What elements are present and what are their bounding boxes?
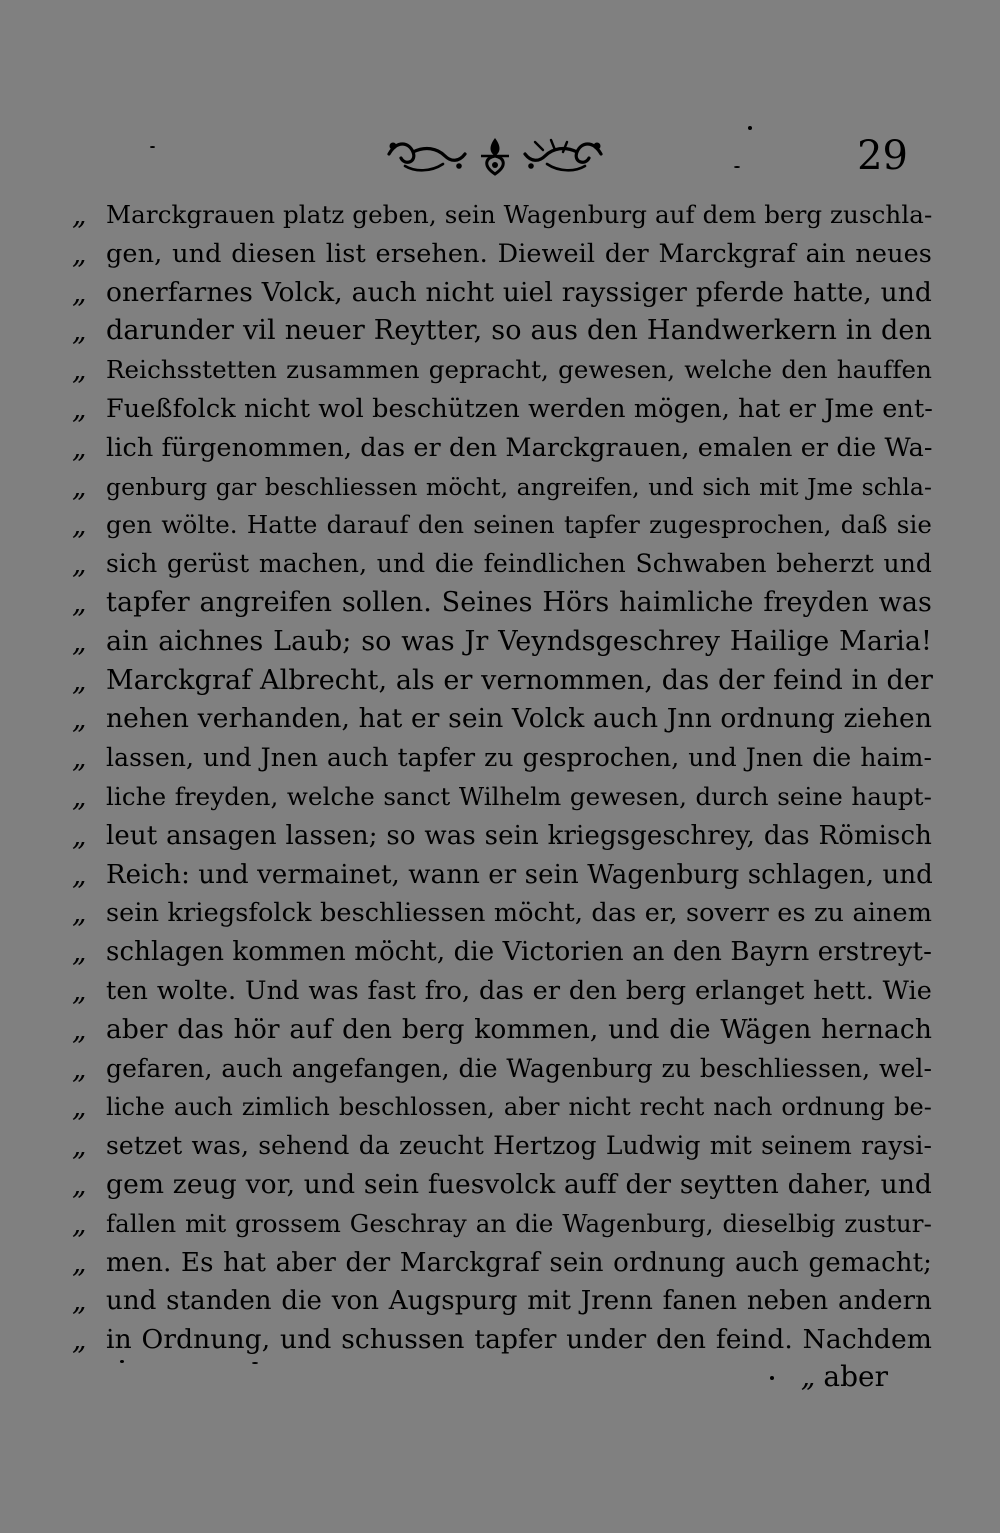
line-text: gen wölte. Hatte darauf den seinen tapfer zugesprochen, daß sie bbox=[106, 510, 932, 540]
line-text: Marckgraf Albrecht, als er vernommen, das der feind in der bbox=[106, 664, 933, 696]
scan-speck bbox=[150, 146, 155, 148]
text-line bbox=[72, 1088, 932, 1127]
text-line bbox=[72, 700, 932, 739]
text-line bbox=[72, 1205, 932, 1244]
scan-speck bbox=[120, 1360, 124, 1363]
quote-mark: „ bbox=[72, 702, 87, 736]
line-text: Reichsstetten zusammen gepracht, gewesen, welche den hauffen bbox=[106, 355, 932, 385]
quote-mark: „ bbox=[72, 1129, 87, 1163]
line-text: gem zeug vor, und sein fuesvolck auff der seytten daher, und bbox=[106, 1168, 932, 1200]
scan-speck bbox=[748, 126, 752, 130]
text-line bbox=[72, 468, 932, 507]
quote-mark: „ bbox=[72, 314, 87, 348]
catchword-quote-mark: „ bbox=[800, 1360, 816, 1393]
quote-mark: „ bbox=[72, 1206, 87, 1240]
quote-mark: „ bbox=[72, 275, 87, 309]
line-text: leut ansagen lassen; so was sein kriegsgeschrey, das Römisch bbox=[106, 820, 932, 851]
text-line bbox=[72, 972, 932, 1011]
quote-mark: „ bbox=[72, 236, 87, 270]
line-text: Fueßfolck nicht wol beschützen werden mögen, hat er Jme ent- bbox=[106, 393, 934, 424]
line-text: sein kriegsfolck beschliessen möcht, das er, soverr es zu ainem bbox=[106, 898, 932, 929]
quote-mark: „ bbox=[72, 430, 87, 464]
text-line bbox=[72, 1011, 932, 1050]
scan-speck bbox=[734, 166, 740, 168]
quote-mark: „ bbox=[72, 973, 87, 1007]
line-text: lassen, und Jnen auch tapfer zu gesprochen, und Jnen die haim- bbox=[106, 743, 932, 773]
quote-mark: „ bbox=[72, 547, 87, 581]
quote-mark: „ bbox=[72, 857, 87, 891]
text-line bbox=[72, 506, 932, 545]
line-text: Marckgrauen platz geben, sein Wagenburg auf dem berg zuschla- bbox=[106, 200, 933, 229]
text-line bbox=[72, 894, 932, 933]
text-line bbox=[72, 351, 932, 390]
quote-mark: „ bbox=[72, 896, 87, 930]
text-line bbox=[72, 623, 932, 662]
text-line bbox=[72, 545, 932, 584]
text-line bbox=[72, 390, 932, 429]
line-text: nehen verhanden, hat er sein Volck auch Jnn ordnung ziehen bbox=[106, 703, 932, 735]
text-line bbox=[72, 1244, 932, 1283]
quote-mark: „ bbox=[72, 818, 87, 852]
quote-mark: „ bbox=[72, 1012, 87, 1046]
line-text: liche auch zimlich beschlossen, aber nicht recht nach ordnung be- bbox=[106, 1093, 932, 1122]
scan-speck bbox=[770, 1376, 774, 1380]
line-text: lich fürgenommen, das er den Marckgrauen, emalen er die Wa- bbox=[106, 432, 933, 463]
line-text: setzet was, sehend da zeucht Hertzog Ludwig mit seinem raysi- bbox=[106, 1131, 932, 1161]
page-number: 29 bbox=[857, 133, 908, 179]
line-text: ten wolte. Und was fast fro, das er den berg erlanget hett. Wie bbox=[106, 975, 932, 1006]
scan-speck bbox=[252, 1362, 258, 1364]
quote-mark: „ bbox=[72, 663, 87, 697]
line-text: gefaren, auch angefangen, die Wagenburg zu beschliessen, wel- bbox=[106, 1053, 932, 1083]
quote-mark: „ bbox=[72, 1051, 87, 1085]
quote-mark: „ bbox=[72, 1167, 87, 1201]
quote-mark: „ bbox=[72, 1245, 87, 1279]
text-line bbox=[72, 429, 932, 468]
quote-mark: „ bbox=[72, 198, 87, 231]
text-line bbox=[72, 739, 932, 778]
quote-mark: „ bbox=[72, 1284, 87, 1318]
text-line bbox=[72, 1050, 932, 1089]
page-header bbox=[0, 128, 1000, 188]
text-line bbox=[72, 662, 932, 701]
text-line bbox=[72, 933, 932, 972]
line-text: in Ordnung, und schussen tapfer under den feind. Nachdem bbox=[106, 1324, 932, 1356]
line-text: tapfer angreifen sollen. Seines Hörs haimliche freyden was bbox=[106, 586, 932, 618]
line-text: gen, und diesen list ersehen. Dieweil der Marckgraf ain neues bbox=[106, 238, 932, 269]
line-text: Reich: und vermainet, wann er sein Wagenburg schlagen, und bbox=[106, 859, 933, 890]
quote-mark: „ bbox=[72, 935, 87, 969]
quote-mark: „ bbox=[72, 779, 87, 813]
text-line bbox=[72, 584, 932, 623]
text-line bbox=[72, 196, 932, 235]
quote-mark: „ bbox=[72, 624, 87, 658]
text-line bbox=[72, 778, 932, 817]
line-text: genburg gar beschliessen möcht, angreifen, und sich mit Jme schla- bbox=[106, 472, 932, 501]
text-line bbox=[72, 817, 932, 856]
text-line bbox=[72, 1127, 932, 1166]
line-text: darunder vil neuer Reytter, so aus den Handwerkern in den bbox=[106, 315, 932, 347]
catchword bbox=[801, 1360, 888, 1393]
text-line bbox=[72, 235, 932, 274]
text-line bbox=[72, 1321, 932, 1360]
quote-mark: „ bbox=[72, 508, 87, 542]
quote-mark: „ bbox=[72, 353, 87, 387]
quote-mark: „ bbox=[72, 391, 87, 425]
quote-mark: „ bbox=[72, 1323, 87, 1357]
quote-mark: „ bbox=[72, 585, 87, 619]
line-text: fallen mit grossem Geschray an die Wagenburg, dieselbig zustur- bbox=[106, 1208, 932, 1238]
text-line bbox=[72, 1282, 932, 1321]
line-text: men. Es hat aber der Marckgraf sein ordnung auch gemacht; bbox=[106, 1247, 932, 1278]
line-text: onerfarnes Volck, auch nicht uiel rayssiger pferde hatte, und bbox=[106, 276, 932, 308]
line-text: schlagen kommen möcht, die Victorien an den Bayrn erstreyt- bbox=[106, 937, 932, 968]
quote-mark: „ bbox=[72, 741, 87, 775]
text-line bbox=[72, 274, 932, 313]
line-text: liche freyden, welche sanct Wilhelm gewesen, durch seine haupt- bbox=[106, 781, 932, 811]
line-text: und standen die von Augspurg mit Jrenn fanen neben andern bbox=[106, 1286, 932, 1317]
text-line bbox=[72, 312, 932, 351]
printer-ornament-icon bbox=[385, 132, 605, 180]
text-line bbox=[72, 856, 932, 895]
quote-mark: „ bbox=[72, 469, 87, 503]
line-text: ain aichnes Laub; so was Jr Veyndsgeschrey Hailige Maria! bbox=[106, 625, 932, 657]
text-line bbox=[72, 1166, 932, 1205]
catchword-text: aber bbox=[823, 1360, 888, 1393]
line-text: aber das hör auf den berg kommen, und die Wägen hernach bbox=[106, 1013, 932, 1045]
body-text bbox=[72, 196, 932, 1360]
line-text: sich gerüst machen, und die feindlichen Schwaben beherzt und bbox=[106, 549, 932, 579]
quote-mark: „ bbox=[72, 1090, 87, 1124]
